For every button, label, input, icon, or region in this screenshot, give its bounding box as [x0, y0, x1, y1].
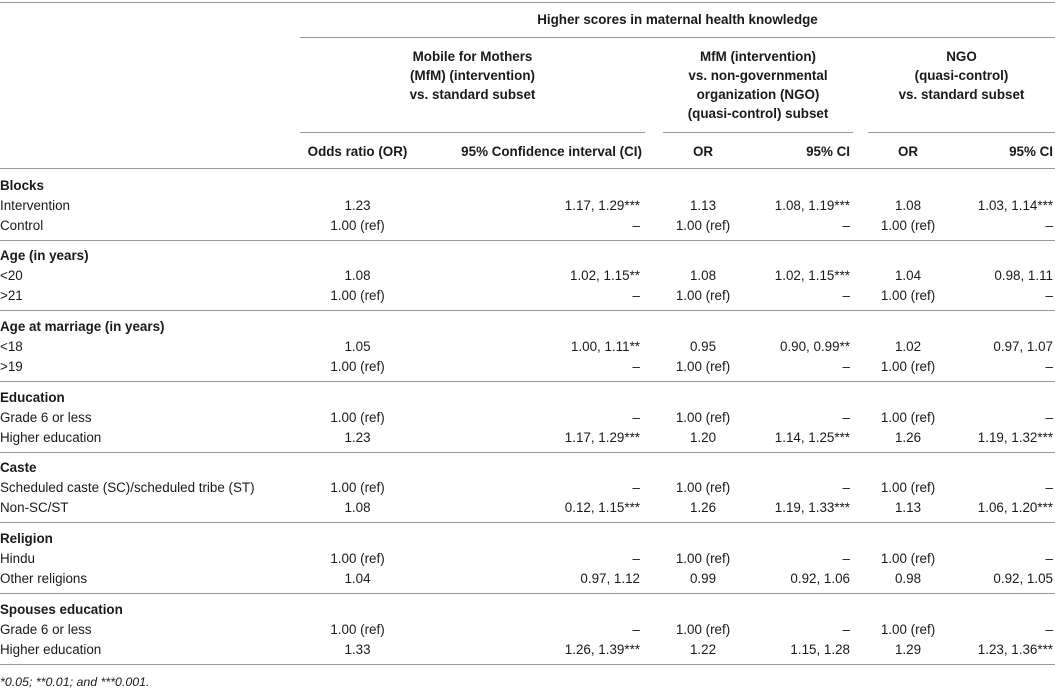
table-cell: –	[632, 480, 640, 495]
table-cell: 1.03, 1.14***	[977, 198, 1053, 213]
table-cell: –	[842, 410, 850, 425]
table-cell: 1.00 (ref)	[880, 622, 936, 637]
table-cell: 1.02, 1.15**	[570, 268, 640, 283]
table-cell: 0.90, 0.99**	[780, 339, 850, 354]
table-cell: –	[632, 551, 640, 566]
rule-section	[0, 664, 1055, 665]
row-label: Grade 6 or less	[0, 622, 92, 637]
table-cell: –	[842, 288, 850, 303]
table-cell: 1.23	[344, 430, 371, 445]
row-label: Intervention	[0, 198, 70, 213]
table-cell: 1.29	[894, 642, 922, 657]
table-cell: 0.12, 1.15***	[564, 500, 640, 515]
rule-group-3	[868, 132, 1055, 133]
table-cell: 0.95	[689, 339, 717, 354]
table-cell: –	[1045, 218, 1053, 233]
table-cell: –	[842, 622, 850, 637]
row-label: Higher education	[0, 642, 102, 657]
rule-header-bottom	[0, 168, 1055, 169]
rule-section	[0, 593, 1055, 594]
table-cell: 1.19, 1.33***	[774, 500, 850, 515]
rule-top	[0, 2, 1055, 3]
table-cell: 1.02, 1.15***	[774, 268, 850, 283]
row-label: <20	[0, 268, 23, 283]
table-cell: 1.00 (ref)	[675, 410, 731, 425]
table-cell: –	[1045, 359, 1053, 374]
col-header-ci-1: 95% Confidence interval (CI)	[461, 144, 642, 159]
table-cell: 1.26	[894, 430, 922, 445]
table-cell: 1.00 (ref)	[675, 480, 731, 495]
group-header-line: (MfM) (intervention)	[410, 68, 535, 83]
rule-section	[0, 522, 1055, 523]
table-cell: 1.17, 1.29***	[564, 198, 640, 213]
rule-super-header	[300, 37, 1055, 38]
table-cell: 1.00 (ref)	[880, 480, 936, 495]
table-cell: 1.08, 1.19***	[774, 198, 850, 213]
section-title: Age (in years)	[0, 248, 89, 263]
col-header-ci-3: 95% CI	[1009, 144, 1053, 159]
table-cell: 1.19, 1.32***	[977, 430, 1053, 445]
group-header-line: (quasi-control) subset	[687, 106, 829, 121]
table-cell: 1.23, 1.36***	[977, 642, 1053, 657]
row-label: >21	[0, 288, 23, 303]
row-label: Grade 6 or less	[0, 410, 92, 425]
table-cell: 1.08	[894, 198, 922, 213]
table-cell: 0.97, 1.07	[993, 339, 1053, 354]
rule-group-2	[663, 132, 853, 133]
section-title: Education	[0, 390, 65, 405]
table-cell: –	[1045, 288, 1053, 303]
rule-section	[0, 452, 1055, 453]
table-cell: 1.00 (ref)	[330, 622, 385, 637]
table-cell: 1.26	[689, 500, 717, 515]
table-cell: –	[842, 218, 850, 233]
table-cell: –	[842, 551, 850, 566]
rule-group-1	[300, 132, 645, 133]
table-cell: 1.15, 1.28	[790, 642, 850, 657]
table-cell: 1.20	[689, 430, 717, 445]
section-title: Spouses education	[0, 602, 123, 617]
table-cell: 0.99	[689, 571, 717, 586]
rule-section	[0, 240, 1055, 241]
col-header-ci-2: 95% CI	[806, 144, 850, 159]
table-cell: 1.22	[689, 642, 717, 657]
table-cell: 0.97, 1.12	[580, 571, 640, 586]
table-cell: 1.06, 1.20***	[977, 500, 1053, 515]
table-cell: 1.00 (ref)	[880, 359, 936, 374]
col-header-or-3: OR	[897, 144, 919, 159]
table-cell: 1.00 (ref)	[330, 410, 385, 425]
footnote: *0.05; **0.01; and ***0.001.	[0, 675, 150, 689]
section-title: Caste	[0, 460, 37, 475]
table-cell: –	[1045, 410, 1053, 425]
table-cell: 1.08	[344, 268, 371, 283]
table-cell: –	[1045, 551, 1053, 566]
table-cell: 1.00 (ref)	[330, 480, 385, 495]
table-cell: 1.17, 1.29***	[564, 430, 640, 445]
table-cell: –	[632, 288, 640, 303]
table-cell: 1.00 (ref)	[880, 410, 936, 425]
table-cell: –	[1045, 622, 1053, 637]
table-cell: 1.00, 1.11**	[571, 339, 640, 354]
table-cell: –	[632, 218, 640, 233]
super-header: Higher scores in maternal health knowledge	[537, 12, 818, 27]
group-header-line: NGO	[946, 49, 977, 64]
table-cell: 1.33	[344, 642, 371, 657]
table-cell: 1.14, 1.25***	[774, 430, 850, 445]
table-cell: –	[632, 622, 640, 637]
row-label: <18	[0, 339, 23, 354]
group-header-line: vs. non-governmental	[688, 68, 828, 83]
table-cell: 1.02	[894, 339, 922, 354]
row-label: Other religions	[0, 571, 88, 586]
table-cell: 1.26, 1.39***	[564, 642, 640, 657]
group-header-line: (quasi-control)	[914, 68, 1009, 83]
col-header-or-2: OR	[692, 144, 714, 159]
table-cell: 1.05	[344, 339, 371, 354]
table-cell: –	[632, 359, 640, 374]
rule-section	[0, 381, 1055, 382]
table-cell: 1.00 (ref)	[330, 551, 385, 566]
group-header-line: organization (NGO)	[696, 87, 820, 102]
table-cell: –	[842, 480, 850, 495]
table-cell: –	[842, 359, 850, 374]
table-cell: 1.00 (ref)	[675, 551, 731, 566]
row-label: >19	[0, 359, 23, 374]
group-header-line: vs. standard subset	[898, 87, 1025, 102]
table-cell: 1.00 (ref)	[675, 622, 731, 637]
table-cell: 1.00 (ref)	[675, 218, 731, 233]
table-cell: –	[632, 410, 640, 425]
group-header-mfm-standard	[300, 47, 645, 104]
group-header-ngo-standard	[868, 47, 1055, 104]
table-cell: 1.00 (ref)	[880, 218, 936, 233]
table-cell: 1.04	[344, 571, 371, 586]
row-label: Higher education	[0, 430, 102, 445]
col-header-or-1: Odds ratio (OR)	[307, 144, 408, 159]
table-cell: 0.98, 1.11	[994, 268, 1053, 283]
table-cell: 1.08	[344, 500, 371, 515]
table-cell: 1.13	[894, 500, 922, 515]
section-title: Blocks	[0, 178, 44, 193]
section-title: Age at marriage (in years)	[0, 319, 165, 334]
table-cell: 1.00 (ref)	[330, 288, 385, 303]
table-cell: 1.00 (ref)	[675, 288, 731, 303]
row-label: Hindu	[0, 551, 35, 566]
table-cell: 1.00 (ref)	[880, 551, 936, 566]
table-cell: 1.13	[689, 198, 717, 213]
group-header-line: MfM (intervention)	[699, 49, 817, 64]
group-header-mfm-ngo	[663, 47, 853, 123]
table-cell: –	[1045, 480, 1053, 495]
table-cell: 0.92, 1.05	[993, 571, 1053, 586]
row-label: Scheduled caste (SC)/scheduled tribe (ST)	[0, 480, 255, 495]
table-cell: 1.08	[689, 268, 717, 283]
group-header-line: Mobile for Mothers	[412, 49, 533, 64]
rule-section	[0, 310, 1055, 311]
row-label: Non-SC/ST	[0, 500, 69, 515]
table-cell: 1.00 (ref)	[880, 288, 936, 303]
table-cell: 0.98	[894, 571, 922, 586]
table-cell: 1.04	[894, 268, 922, 283]
section-title: Religion	[0, 531, 53, 546]
row-label: Control	[0, 218, 44, 233]
table-cell: 0.92, 1.06	[790, 571, 850, 586]
table-cell: 1.00 (ref)	[330, 218, 385, 233]
table-cell: 1.00 (ref)	[675, 359, 731, 374]
table-cell: 1.23	[344, 198, 371, 213]
table-cell: 1.00 (ref)	[330, 359, 385, 374]
group-header-line: vs. standard subset	[409, 87, 536, 102]
